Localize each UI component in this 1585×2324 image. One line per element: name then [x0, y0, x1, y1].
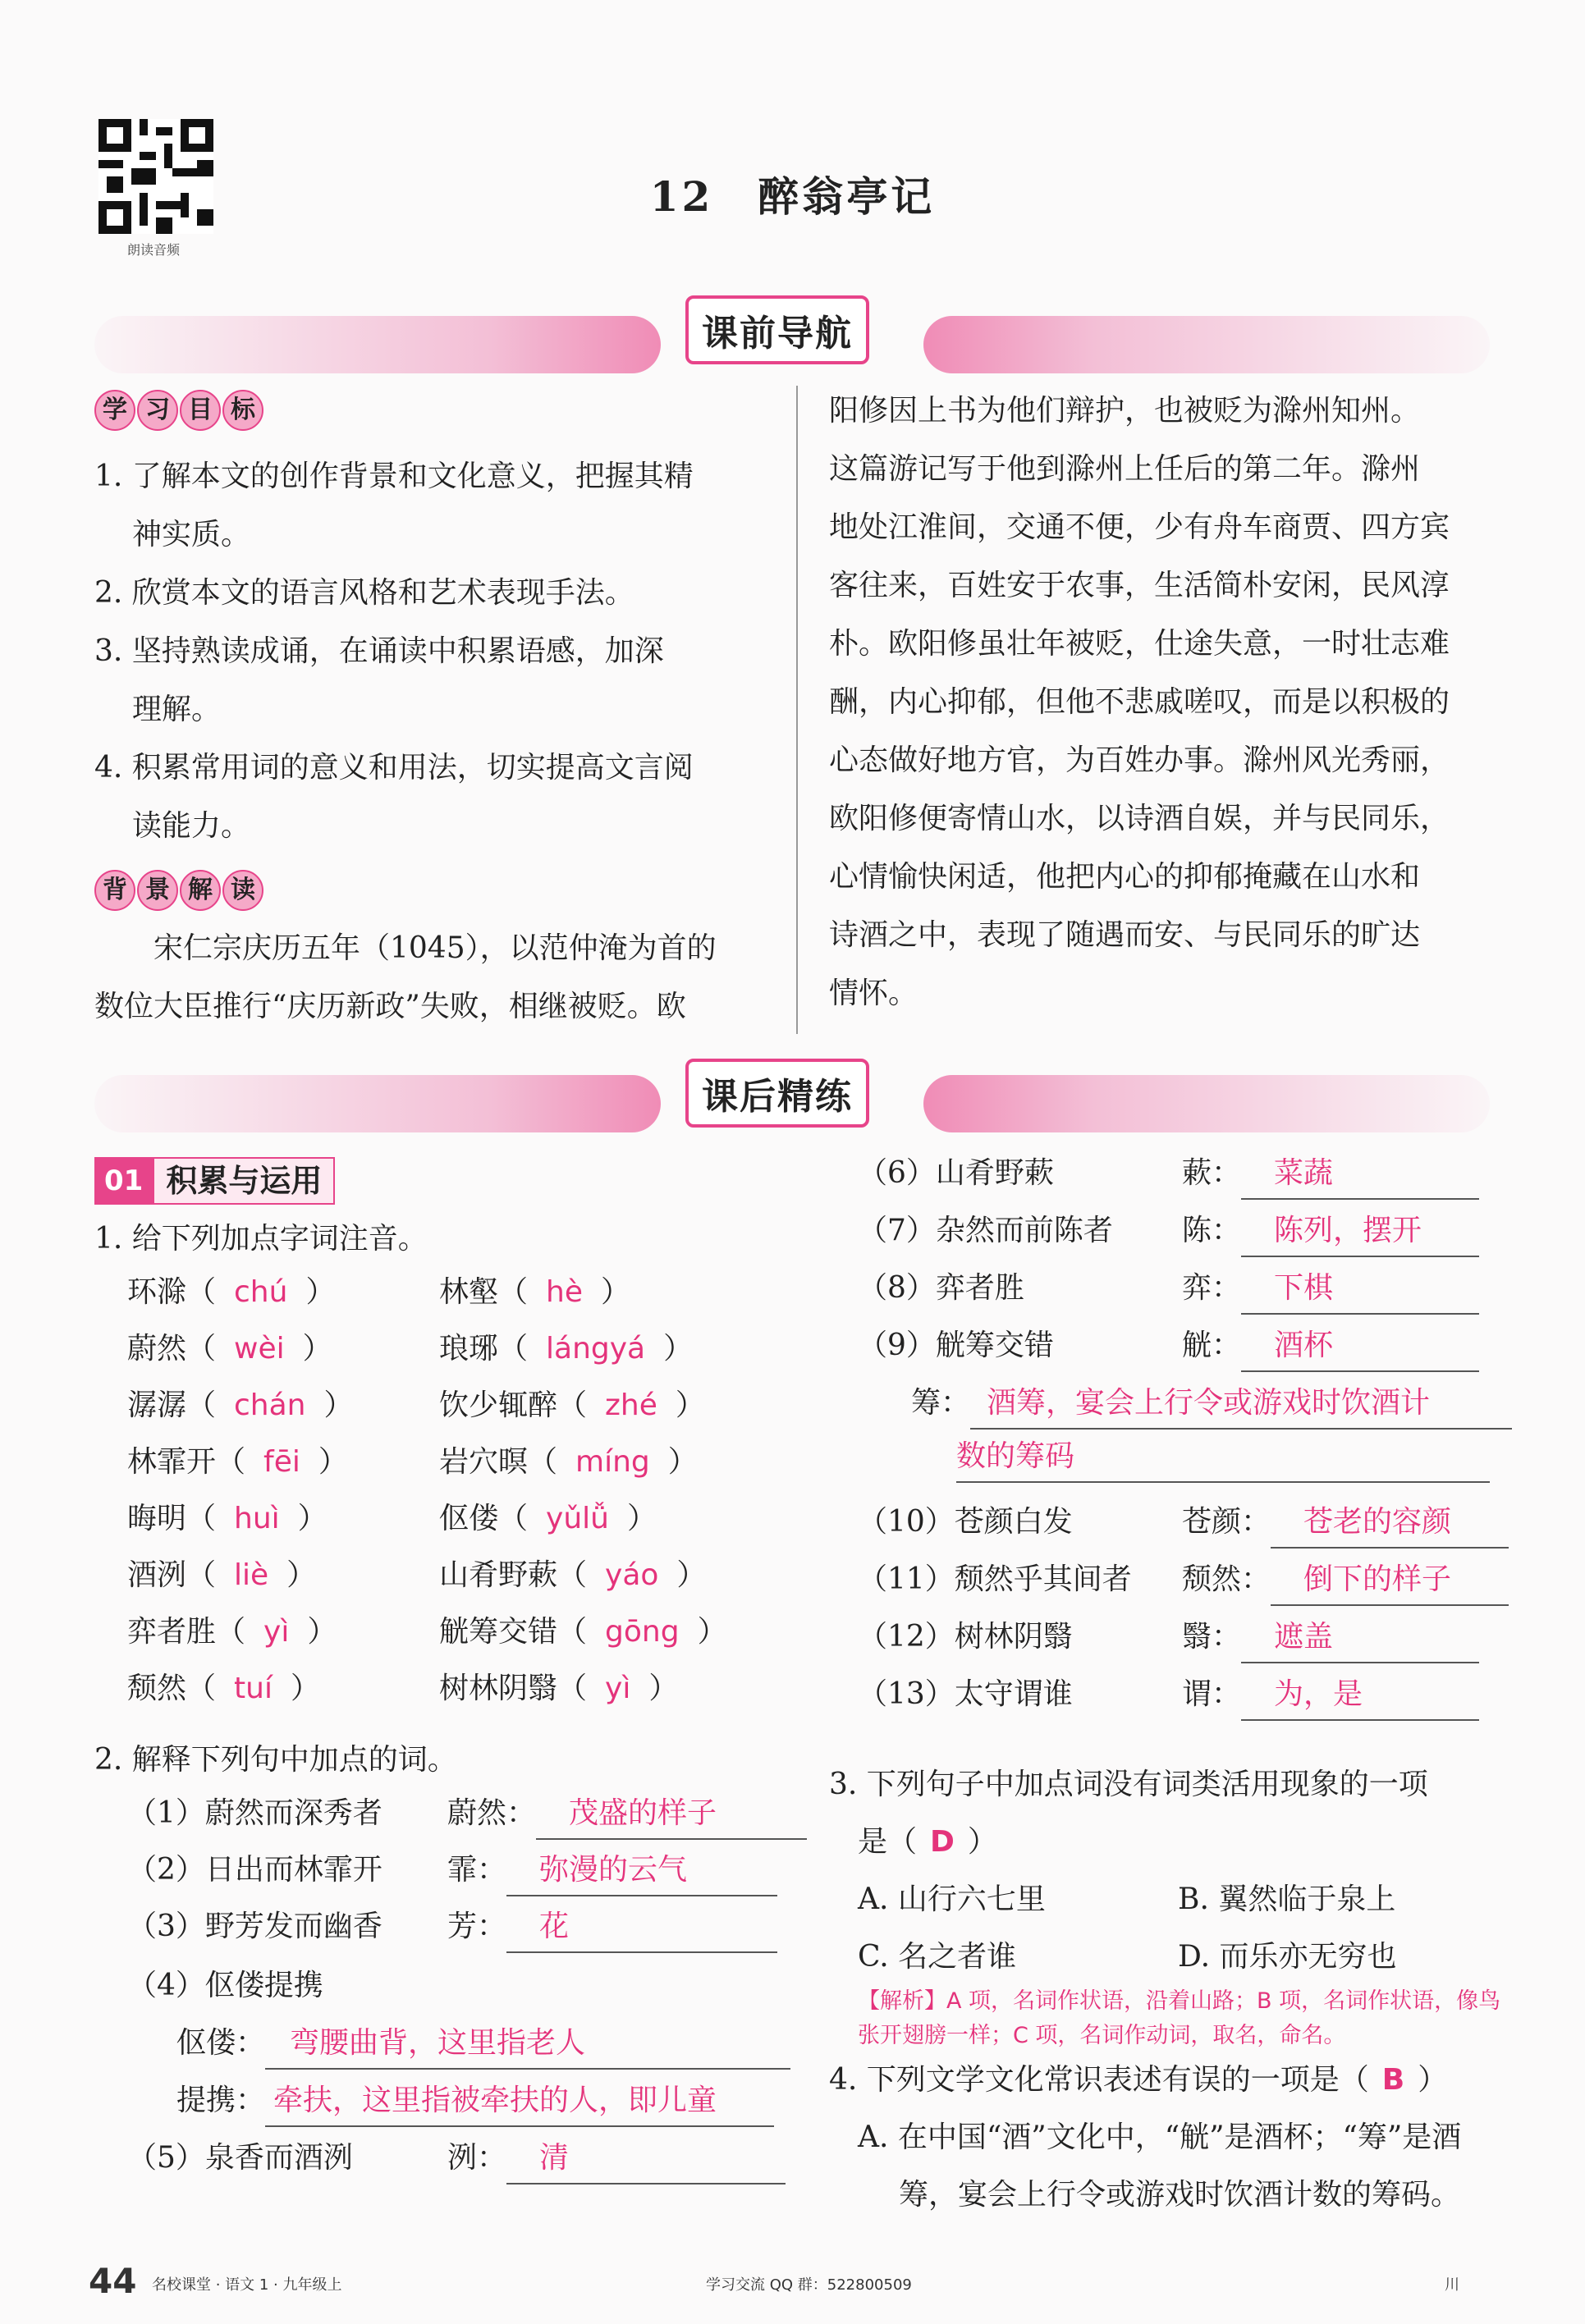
answer: 清	[506, 2134, 786, 2184]
footer-left: 名校课堂 · 语文 1 · 九年级上	[152, 2276, 342, 2294]
note-line: 【解析】A 项，名词作状语，沿着山路；B 项，名词作状语，像鸟	[858, 1988, 1501, 2014]
pinyin-item	[439, 1494, 657, 1544]
sentence: （1）蔚然而深秀者	[127, 1796, 383, 1830]
footer-mid: 学习交流 QQ 群：522800509	[706, 2276, 912, 2294]
goal-item: 神实质。	[132, 518, 251, 551]
pinyin-item	[439, 1324, 693, 1374]
answer: B	[1381, 2063, 1405, 2097]
tag-char: 背	[94, 870, 135, 911]
pinyin-close: ）	[307, 1615, 337, 1649]
goal-item: 1. 了解本文的创作背景和文化意义，把握其精	[94, 460, 694, 493]
answer: 酒杯	[1241, 1321, 1479, 1372]
pinyin-close: ）	[305, 1275, 336, 1309]
question-2: 2. 解释下列句中加点的词。	[94, 1743, 457, 1777]
answer: 数的筹码	[956, 1432, 1490, 1483]
word: 苍颜：	[1182, 1505, 1271, 1539]
pinyin-word: 颓然（	[127, 1672, 217, 1705]
word: 翳：	[1182, 1620, 1242, 1654]
text: ）	[967, 1825, 997, 1859]
answer: 酒筹，宴会上行令或游戏时饮酒计	[970, 1379, 1512, 1430]
definition-item	[858, 1555, 1509, 1604]
word: 谓：	[1182, 1677, 1242, 1711]
goal-item: 读能力。	[132, 809, 251, 843]
pinyin-answer: chú	[234, 1275, 288, 1309]
pinyin-item	[127, 1381, 354, 1430]
pinyin-close: ）	[675, 1388, 705, 1422]
pinyin-word: 环滁（	[127, 1275, 217, 1309]
pinyin-answer: míng	[575, 1445, 650, 1479]
pinyin-word: 晦明（	[127, 1502, 217, 1535]
word: 霏：	[447, 1853, 507, 1887]
tag-char: 目	[180, 390, 221, 431]
answer: 牵扶，这里指被牵扶的人，即儿童	[265, 2076, 774, 2127]
answer: D	[930, 1825, 955, 1859]
part-title: 积累与运用	[153, 1157, 335, 1205]
definition-item	[858, 1321, 1479, 1370]
sentence: （3）野芳发而幽香	[127, 1910, 383, 1943]
tag-char: 解	[180, 870, 221, 911]
answer: 苍老的容颜	[1271, 1498, 1509, 1549]
sentence: （5）泉香而酒洌	[127, 2141, 353, 2175]
pinyin-close: ）	[663, 1332, 694, 1366]
pinyin-answer: lángyá	[546, 1332, 646, 1366]
pinyin-word: 觥筹交错（	[439, 1615, 588, 1649]
question-3-cont	[858, 1818, 997, 1867]
text-line: 地处江淮间，交通不便，少有舟车商贾、四方宾	[829, 510, 1450, 544]
word: 蔌：	[1182, 1156, 1242, 1190]
background-tag	[94, 870, 263, 911]
background-text-left	[94, 919, 776, 1036]
section-title-pre: 课前导航	[685, 295, 869, 364]
answer: 遮盖	[1241, 1613, 1479, 1663]
word: 芳：	[447, 1910, 507, 1943]
section-title-post: 课后精练	[685, 1059, 869, 1128]
goals-list	[94, 447, 776, 855]
pinyin-answer: yǔlǚ	[546, 1502, 609, 1535]
qr-caption: 朗读音频	[127, 242, 181, 258]
pinyin-answer: yì	[605, 1672, 631, 1705]
page-number: 44	[89, 2261, 137, 2301]
pinyin-word: 山肴野蔌（	[439, 1558, 588, 1592]
pinyin-item	[127, 1438, 348, 1487]
pinyin-close: ）	[600, 1275, 630, 1309]
pinyin-item	[439, 1438, 698, 1487]
text-line: 酬，内心抑郁，但他不悲戚嗟叹，而是以积极的	[829, 685, 1450, 719]
q2-item-4a	[176, 2019, 790, 2068]
pinyin-close: ）	[323, 1388, 354, 1422]
q2-item-5	[127, 2134, 786, 2183]
pinyin-item	[439, 1268, 630, 1317]
pinyin-close: ）	[626, 1502, 657, 1535]
pinyin-word: 岩穴暝（	[439, 1445, 558, 1479]
pinyin-word: 饮少辄醉（	[439, 1388, 588, 1422]
part-number: 01	[94, 1157, 153, 1205]
pinyin-answer: gōng	[605, 1615, 680, 1649]
q2-item-4b	[176, 2076, 774, 2125]
pinyin-word: 林壑（	[439, 1275, 529, 1309]
pinyin-close: ）	[697, 1615, 727, 1649]
text-line: 这篇游记写于他到滁州上任后的第二年。滁州	[829, 452, 1421, 486]
word: 洌：	[447, 2141, 507, 2175]
pinyin-answer: huì	[234, 1502, 280, 1535]
question-1: 1. 给下列加点字词注音。	[94, 1222, 428, 1256]
pinyin-item	[439, 1664, 678, 1713]
pinyin-close: ）	[318, 1445, 348, 1479]
sentence: （12）树林阴翳	[858, 1620, 1073, 1654]
pinyin-word: 潺潺（	[127, 1388, 217, 1422]
pinyin-close: ）	[648, 1672, 679, 1705]
word: 陈：	[1182, 1214, 1242, 1247]
tag-char: 景	[137, 870, 178, 911]
text-line: 阳修因上书为他们辩护，也被贬为滁州知州。	[829, 394, 1421, 428]
sentence: （11）颓然乎其间者	[858, 1562, 1132, 1596]
pinyin-item	[127, 1664, 320, 1713]
sentence: （8）弈者胜	[858, 1271, 1024, 1305]
definition-item	[127, 1846, 777, 1895]
note-line: 张开翅膀一样；C 项，名词作动词，取名，命名。	[858, 2023, 1346, 2048]
page-title: 12 醉翁亭记	[649, 172, 936, 221]
tag-char: 学	[94, 390, 135, 431]
definition-item	[858, 1613, 1479, 1662]
goal-item: 理解。	[132, 693, 222, 726]
pinyin-answer: hè	[546, 1275, 583, 1309]
question-3: 3. 下列句子中加点词没有词类活用现象的一项	[829, 1768, 1428, 1801]
pinyin-item	[439, 1551, 706, 1600]
pinyin-answer: wèi	[234, 1332, 285, 1366]
answer: 弥漫的云气	[506, 1846, 777, 1896]
pinyin-answer: fēi	[263, 1445, 300, 1479]
word: 筹：	[911, 1386, 971, 1420]
word: 弈：	[1182, 1271, 1242, 1305]
q3-option-a: A. 山行六七里	[858, 1883, 1046, 1916]
pinyin-item	[127, 1324, 332, 1374]
answer: 菜蔬	[1241, 1149, 1479, 1200]
word: 颓然：	[1182, 1562, 1271, 1596]
q2-item-9b	[911, 1379, 1512, 1428]
pinyin-word: 弈者胜（	[127, 1615, 246, 1649]
tag-char: 标	[222, 390, 263, 431]
q2-item-4: （4）伛偻提携	[127, 1969, 323, 2002]
text-line: 情怀。	[829, 977, 918, 1010]
q3-option-b: B. 翼然临于泉上	[1178, 1883, 1396, 1916]
text-line: 心情愉快闲适，他把内心的抑郁掩藏在山水和	[829, 860, 1421, 894]
word: 提携：	[176, 2084, 266, 2117]
pinyin-answer: chán	[234, 1388, 306, 1422]
pinyin-item	[127, 1608, 337, 1657]
text: ）	[1418, 2063, 1448, 2097]
pinyin-item	[127, 1494, 328, 1544]
pinyin-item	[439, 1608, 727, 1657]
text-line: 诗酒之中，表现了随遇而安、与民同乐的旷达	[829, 918, 1421, 952]
header-band-left	[94, 316, 661, 373]
tag-char: 习	[137, 390, 178, 431]
pinyin-word: 酒洌（	[127, 1558, 217, 1592]
column-divider	[796, 386, 798, 1034]
sentence: （6）山肴野蔌	[858, 1156, 1054, 1190]
pinyin-answer: tuí	[234, 1672, 273, 1705]
q2-item-9b-cont	[956, 1432, 1490, 1481]
q3-option-d: D. 而乐亦无穷也	[1178, 1940, 1397, 1974]
definition-item	[858, 1498, 1509, 1547]
q4-option-a: A. 在中国“酒”文化中，“觥”是酒杯；“筹”是酒	[858, 2120, 1462, 2154]
definition-item	[858, 1670, 1479, 1719]
text-line: 心态做好地方官，为百姓办事。滁州风光秀丽，	[829, 743, 1450, 777]
question-4	[829, 2056, 1447, 2105]
footer-right: 川	[1445, 2276, 1459, 2294]
pinyin-word: 伛偻（	[439, 1502, 529, 1535]
answer: 陈列，摆开	[1241, 1206, 1479, 1257]
goal-tag	[94, 390, 263, 431]
text-line: 朴。欧阳修虽壮年被贬，仕途失意，一时壮志难	[829, 627, 1450, 661]
word: 伛偻：	[176, 2026, 266, 2060]
q3-analysis	[858, 1984, 1506, 2053]
pinyin-word: 蔚然（	[127, 1332, 217, 1366]
pinyin-answer: yì	[263, 1615, 290, 1649]
pinyin-item	[127, 1551, 316, 1600]
pinyin-close: ）	[676, 1558, 707, 1592]
pinyin-close: ）	[667, 1445, 698, 1479]
answer: 下棋	[1241, 1264, 1479, 1315]
pinyin-close: ）	[290, 1672, 320, 1705]
text-line: 欧阳修便寄情山水，以诗酒自娱，并与民同乐，	[829, 802, 1450, 835]
header-band-right	[923, 1075, 1490, 1132]
definition-item	[858, 1206, 1479, 1256]
pinyin-word: 树林阴翳（	[439, 1672, 588, 1705]
part-badge	[94, 1157, 335, 1205]
sentence: （13）太守谓谁	[858, 1677, 1073, 1711]
pinyin-close: ）	[297, 1502, 328, 1535]
definition-item	[858, 1149, 1479, 1198]
text-line: 数位大臣推行“庆历新政”失败，相继被贬。欧	[94, 990, 686, 1023]
pinyin-word: 林霏开（	[127, 1445, 246, 1479]
definition-item	[127, 1789, 807, 1838]
pinyin-answer: liè	[234, 1558, 269, 1592]
sentence: （9）觥筹交错	[858, 1329, 1054, 1362]
answer: 倒下的样子	[1271, 1555, 1509, 1606]
pinyin-answer: zhé	[605, 1388, 657, 1422]
tag-char: 读	[222, 870, 263, 911]
definition-item	[127, 1902, 777, 1951]
text: 4. 下列文学文化常识表述有误的一项是（	[829, 2063, 1369, 2097]
sentence: （7）杂然而前陈者	[858, 1214, 1113, 1247]
goal-item: 2. 欣赏本文的语言风格和艺术表现手法。	[94, 576, 634, 610]
q3-option-c: C. 名之者谁	[858, 1940, 1017, 1974]
answer: 茂盛的样子	[536, 1789, 807, 1840]
text: 是（	[858, 1825, 918, 1859]
definition-item	[858, 1264, 1479, 1313]
pinyin-word: 琅琊（	[439, 1332, 529, 1366]
sentence: （10）苍颜白发	[858, 1505, 1073, 1539]
q4-option-a-cont: 筹，宴会上行令或游戏时饮酒计数的筹码。	[899, 2178, 1461, 2212]
word: 觥：	[1182, 1329, 1242, 1362]
header-band-left	[94, 1075, 661, 1132]
answer: 为，是	[1241, 1670, 1479, 1721]
text-line: 客往来，百姓安于农事，生活简朴安闲，民风淳	[829, 569, 1450, 602]
pinyin-item	[439, 1381, 705, 1430]
pinyin-close: ）	[286, 1558, 317, 1592]
goal-item: 4. 积累常用词的意义和用法，切实提高文言阅	[94, 751, 694, 785]
background-text-right	[829, 382, 1502, 1022]
text-line: 宋仁宗庆历五年（1045），以范仲淹为首的	[94, 931, 717, 965]
goal-item: 3. 坚持熟读成诵，在诵读中积累语感，加深	[94, 634, 664, 668]
answer: 花	[506, 1902, 777, 1953]
sentence: （2）日出而林霏开	[127, 1853, 383, 1887]
pinyin-answer: yáo	[605, 1558, 659, 1592]
answer: 弯腰曲背，这里指老人	[265, 2019, 790, 2070]
word: 蔚然：	[447, 1796, 537, 1830]
pinyin-close: ）	[302, 1332, 332, 1366]
header-band-right	[923, 316, 1490, 373]
pinyin-item	[127, 1268, 335, 1317]
